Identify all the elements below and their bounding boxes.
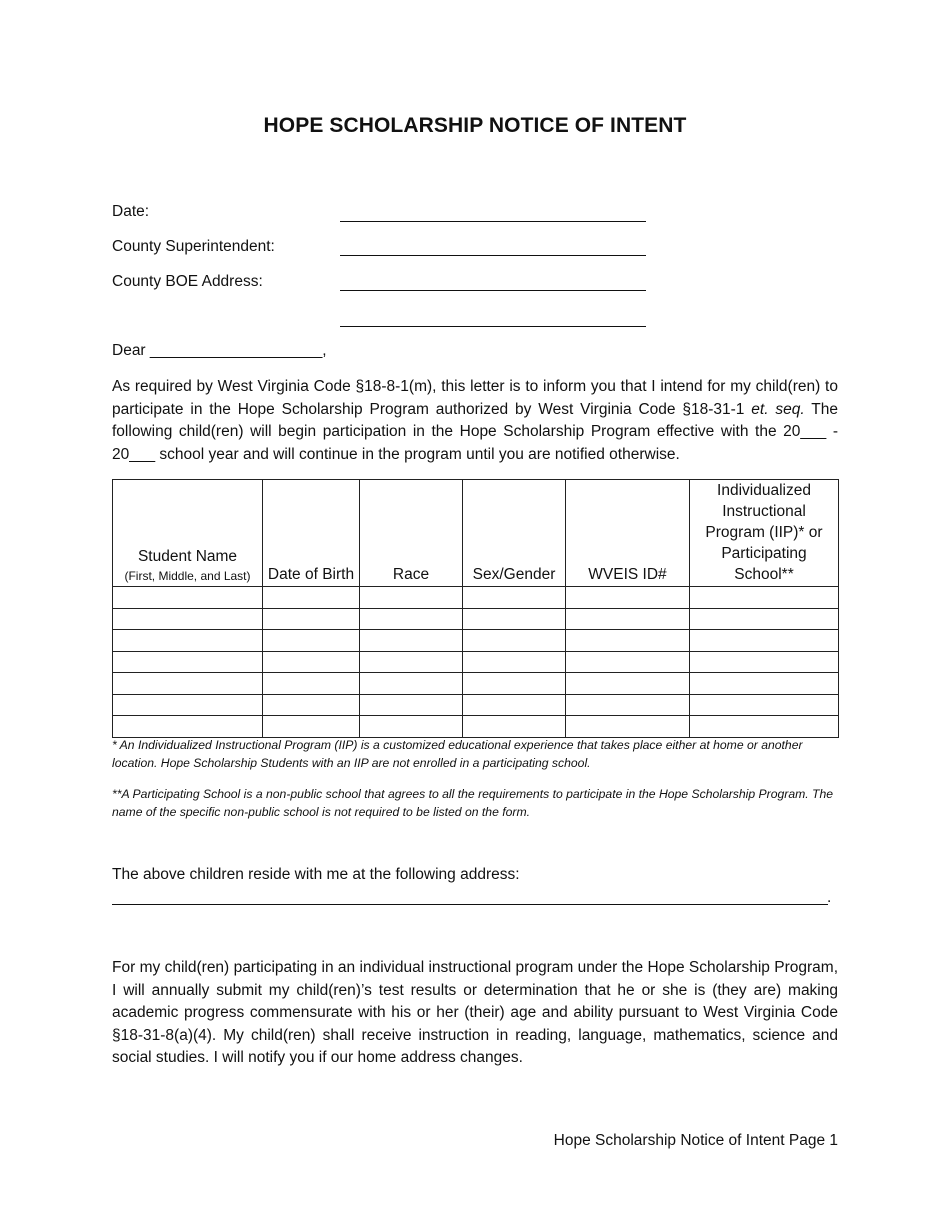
reside-statement: The above children reside with me at the following address:	[112, 866, 520, 883]
header-sex-gender	[463, 480, 566, 587]
table-cell[interactable]	[463, 630, 566, 652]
table-cell[interactable]	[113, 608, 263, 630]
table-cell[interactable]	[263, 694, 360, 716]
date-field-line[interactable]	[340, 221, 646, 222]
header-race-label: Race	[392, 566, 430, 583]
document-title: HOPE SCHOLARSHIP NOTICE OF INTENT	[263, 114, 687, 137]
table-row	[113, 608, 839, 630]
table-cell[interactable]	[566, 587, 690, 609]
header-date-of-birth	[263, 480, 360, 587]
table-cell[interactable]	[463, 587, 566, 609]
table-cell[interactable]	[690, 716, 839, 738]
header-student-name-label: Student Name	[137, 548, 238, 565]
table-row	[113, 716, 839, 738]
table-cell[interactable]	[360, 673, 463, 695]
home-address-line[interactable]	[112, 904, 828, 905]
table-cell[interactable]	[566, 608, 690, 630]
table-cell[interactable]	[690, 694, 839, 716]
table-cell[interactable]	[263, 716, 360, 738]
table-cell[interactable]	[263, 587, 360, 609]
table-cell[interactable]	[360, 608, 463, 630]
table-cell[interactable]	[263, 673, 360, 695]
table-cell[interactable]	[113, 673, 263, 695]
table-cell[interactable]	[566, 630, 690, 652]
table-cell[interactable]	[566, 651, 690, 673]
table-cell[interactable]	[566, 716, 690, 738]
table-cell[interactable]	[690, 651, 839, 673]
table-cell[interactable]	[463, 694, 566, 716]
table-cell[interactable]	[113, 694, 263, 716]
table-cell[interactable]	[690, 587, 839, 609]
table-cell[interactable]	[113, 651, 263, 673]
closing-paragraph: For my child(ren) participating in an individual instructional program under the Hope Scholarship Program, I will annually submit my child(ren)’s test results or determination that he or she is (they are) making academic progress commensurate with his or her (their) age and ability pursuant to West Virginia Code §18-31-8(a)(4). My child(ren) shall receive instruction in reading, language, mathematics, science and social studies. I will notify you if our home address changes.	[112, 959, 838, 1066]
header-iip-school	[690, 480, 839, 587]
table-cell[interactable]	[360, 651, 463, 673]
table-cell[interactable]	[463, 716, 566, 738]
table-cell[interactable]	[113, 716, 263, 738]
header-student-name	[113, 480, 263, 587]
boe-address-field-line-1[interactable]	[340, 290, 646, 291]
salutation: Dear ____________________,	[112, 342, 327, 359]
table-row	[113, 694, 839, 716]
header-date-of-birth-label: Date of Birth	[267, 566, 355, 583]
header-student-name-sub: (First, Middle, and Last)	[124, 569, 251, 583]
header-wveis-id-label: WVEIS ID#	[588, 566, 667, 583]
table-cell[interactable]	[263, 651, 360, 673]
intro-text-part2: The following child(ren) will begin participation in the Hope Scholarship Program effective with the 20___ - 20___ school year and will continue in the program until you are notified otherwise.	[112, 400, 838, 463]
header-iip-school-label: Individualized Instructional Program (IIP)* or Participating School**	[705, 482, 823, 583]
table-cell[interactable]	[463, 608, 566, 630]
header-wveis-id	[566, 480, 690, 587]
boe-address-label: County BOE Address:	[112, 273, 263, 290]
table-cell[interactable]	[263, 630, 360, 652]
table-cell[interactable]	[690, 608, 839, 630]
table-header-row	[113, 480, 839, 587]
table-cell[interactable]	[360, 630, 463, 652]
address-period: .	[827, 889, 832, 906]
superintendent-label: County Superintendent:	[112, 238, 275, 255]
table-row	[113, 673, 839, 695]
table-cell[interactable]	[113, 630, 263, 652]
table-cell[interactable]	[360, 694, 463, 716]
table-cell[interactable]	[360, 587, 463, 609]
table-row	[113, 651, 839, 673]
header-sex-gender-label: Sex/Gender	[472, 566, 556, 583]
table-cell[interactable]	[463, 651, 566, 673]
intro-paragraph	[112, 376, 838, 466]
superintendent-field-line[interactable]	[340, 255, 646, 256]
table-cell[interactable]	[113, 587, 263, 609]
table-cell[interactable]	[463, 673, 566, 695]
table-cell[interactable]	[360, 716, 463, 738]
table-cell[interactable]	[263, 608, 360, 630]
intro-text-italic: et. seq.	[751, 400, 805, 418]
student-table	[112, 479, 839, 738]
table-cell[interactable]	[566, 694, 690, 716]
page-footer: Hope Scholarship Notice of Intent Page 1	[553, 1132, 838, 1149]
boe-address-field-line-2[interactable]	[340, 326, 646, 327]
table-row	[113, 630, 839, 652]
table-cell[interactable]	[690, 630, 839, 652]
table-row	[113, 587, 839, 609]
table-cell[interactable]	[566, 673, 690, 695]
intro-text-part1: As required by West Virginia Code §18-8-1(m), this letter is to inform you that I intend for my child(ren) to participate in the Hope Scholarship Program authorized by West Virginia Code §18-31-1	[112, 378, 838, 418]
header-race	[360, 480, 463, 587]
table-cell[interactable]	[690, 673, 839, 695]
iip-footnote: * An Individualized Instructional Program (IIP) is a customized educational experience that takes place either at home or another location. Hope Scholarship Students with an IIP are not enrolled in a participating school.	[112, 738, 803, 770]
date-label: Date:	[112, 203, 150, 220]
participating-school-footnote: **A Participating School is a non-public school that agrees to all the requirements to participate in the Hope Scholarship Program. The name of the specific non-public school is not required to be listed on the form.	[112, 787, 834, 819]
